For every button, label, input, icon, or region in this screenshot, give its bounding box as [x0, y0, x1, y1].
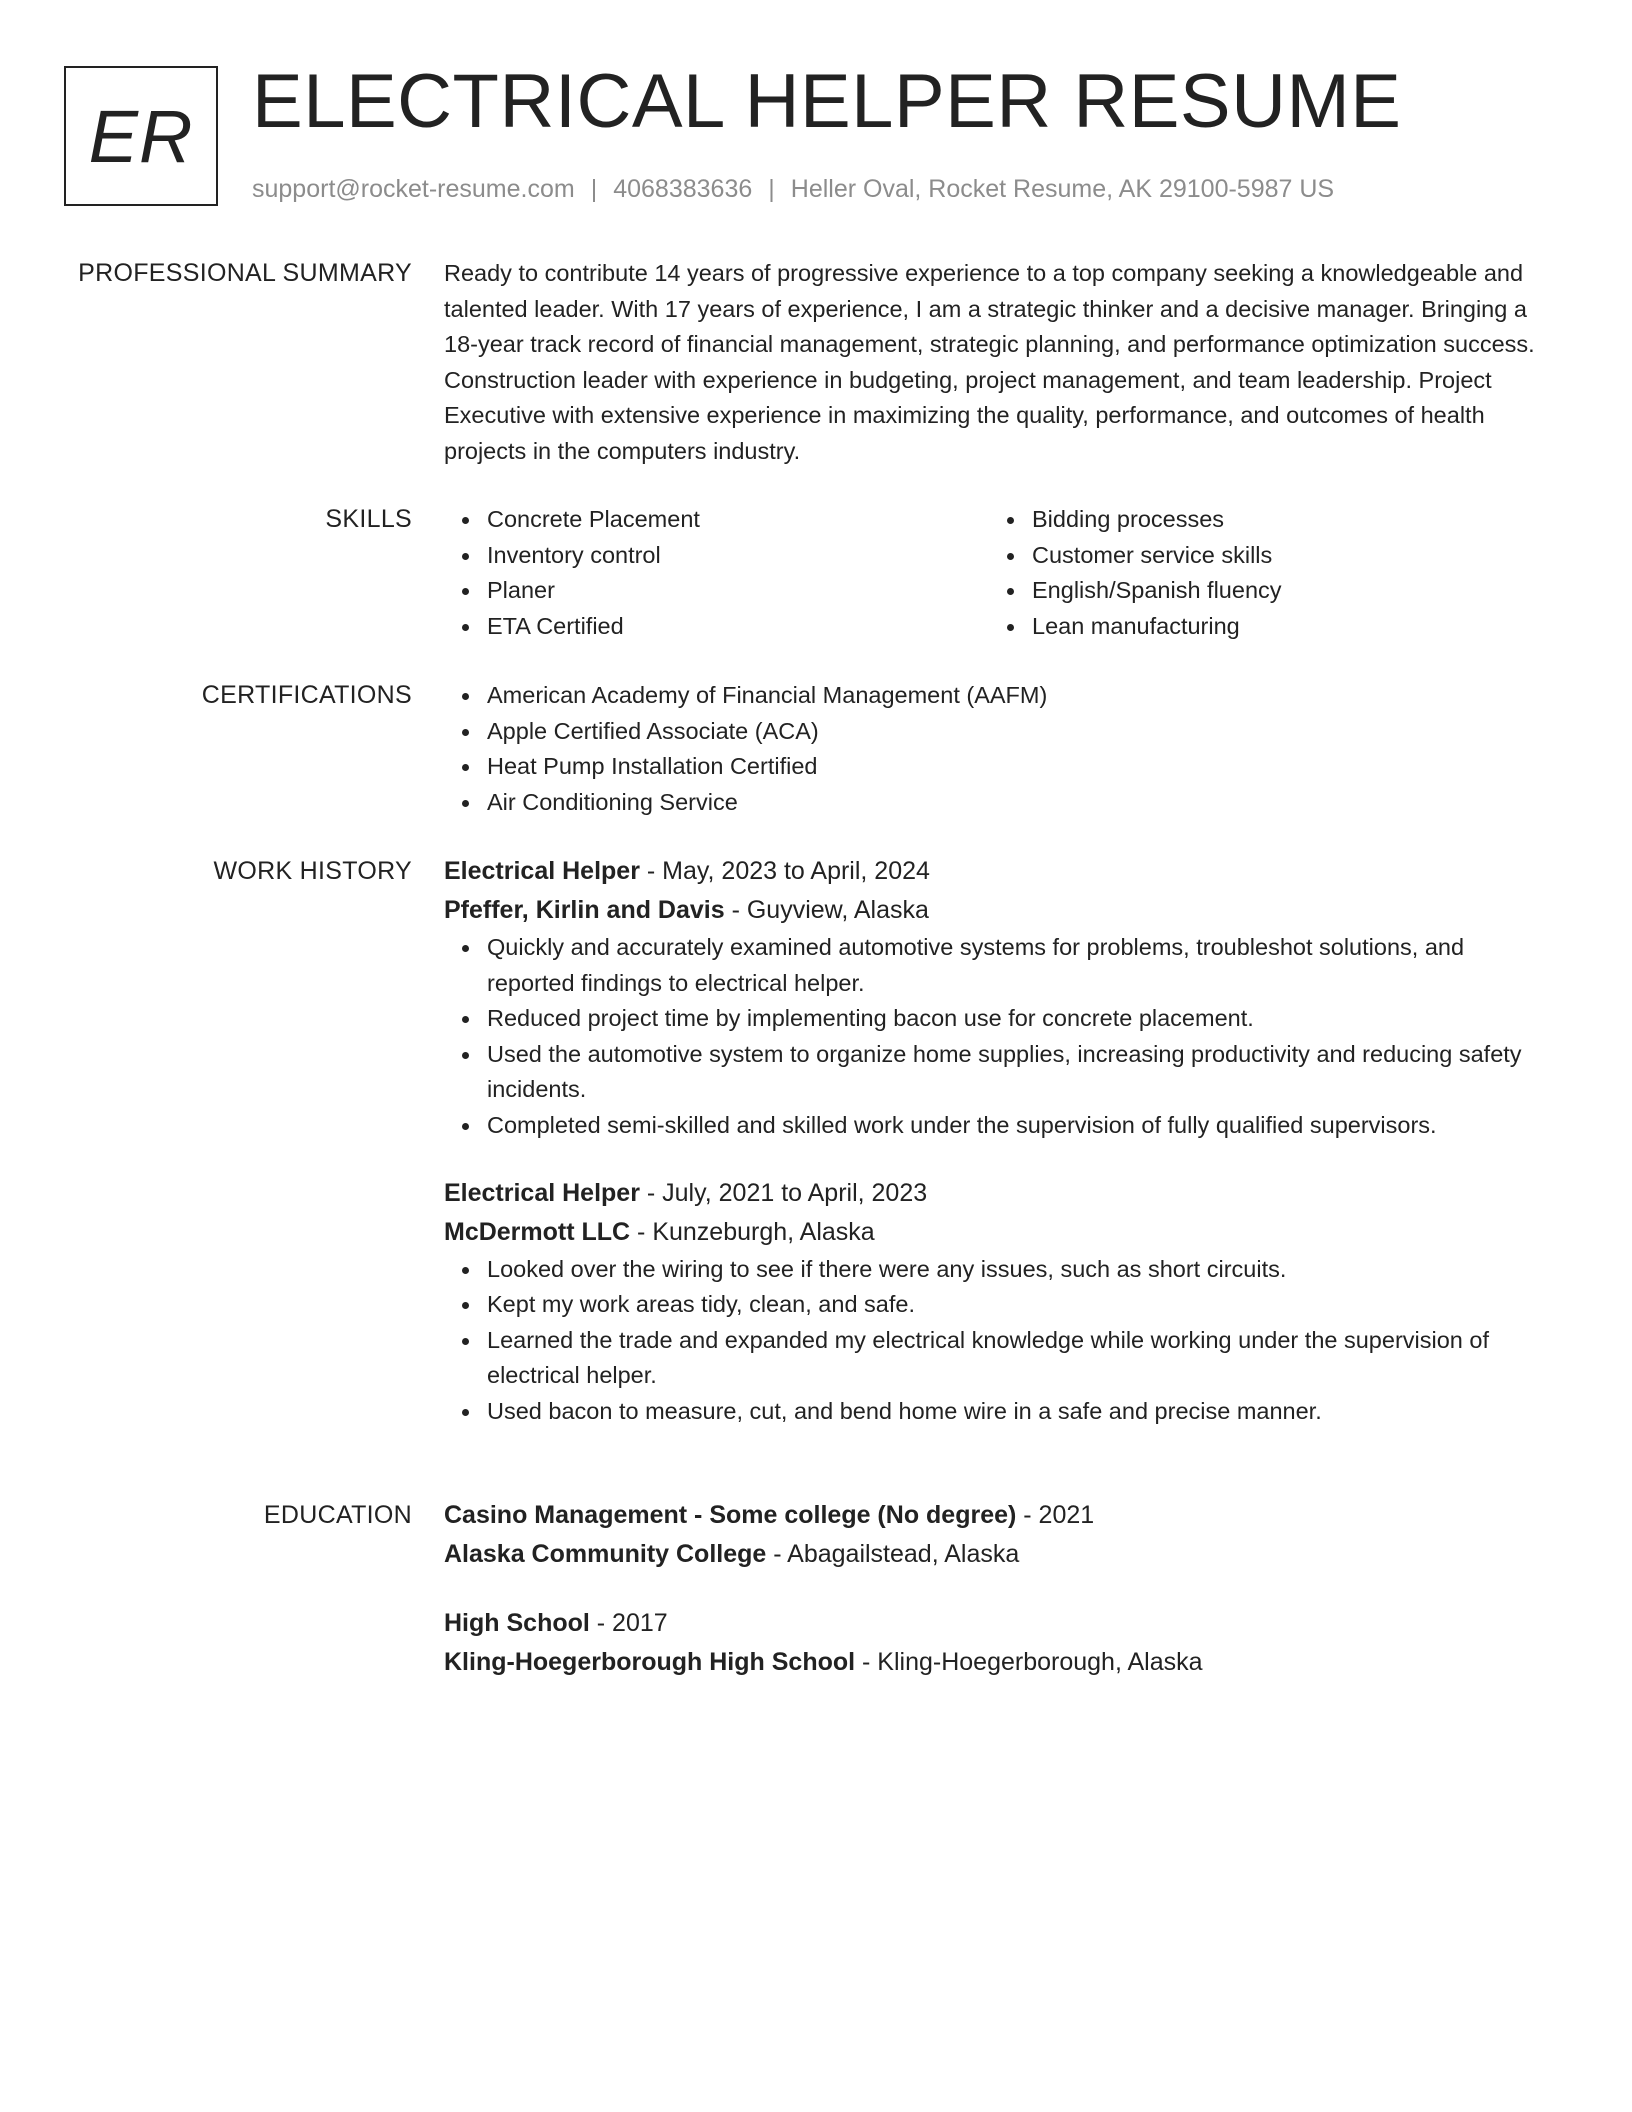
contact-email[interactable]: support@rocket-resume.com [252, 175, 575, 203]
section-label-summary: PROFESSIONAL SUMMARY [78, 259, 412, 287]
contact-address: Heller Oval, Rocket Resume, AK 29100-5987 US [790, 175, 1335, 203]
education-entry [444, 1496, 1552, 1574]
job-bullet: Looked over the wiring to see if there were any issues, such as short circuits. [487, 1252, 1552, 1288]
job-bullet: Used bacon to measure, cut, and bend home wire in a safe and precise manner. [487, 1394, 1552, 1430]
summary-text: Ready to contribute 14 years of progressive experience to a top company seeking a knowledgeable and talented leader. With 17 years of experience, I am a strategic thinker and a decisive manager. Bringing a 18-year track record of financial management, strategic planning, and performance optimization success. Construction leader with experience in budgeting, project management, and team leadership. Project Executive with extensive experience in maximizing the quality, performance, and outcomes of health projects in the computers industry. [444, 260, 1535, 464]
education-body [444, 1496, 1552, 1682]
job-entry [444, 852, 1552, 1144]
job-bullet: Quickly and accurately examined automotive systems for problems, troubleshot solutions, and reported findings to electrical helper. [487, 930, 1552, 1001]
job-bullet: Learned the trade and expanded my electrical knowledge while working under the supervision of electrical helper. [487, 1323, 1552, 1394]
skill-item: Bidding processes [1032, 502, 1534, 538]
job-heading [444, 852, 1552, 891]
skill-item: Planer [487, 573, 989, 609]
certifications-body [444, 678, 1552, 820]
skill-item: English/Spanish fluency [1032, 573, 1534, 609]
job-bullet: Reduced project time by implementing bacon use for concrete placement. [487, 1001, 1552, 1037]
skill-item: Lean manufacturing [1032, 609, 1534, 645]
job-heading [444, 1174, 1552, 1213]
section-label-education: EDUCATION [263, 1501, 412, 1529]
skill-item: ETA Certified [487, 609, 989, 645]
contact-line [252, 172, 1334, 206]
skills-grid [444, 502, 1552, 644]
section-label-skills: SKILLS [325, 505, 412, 533]
certification-item: Heat Pump Installation Certified [487, 749, 1552, 785]
job-company-line [444, 891, 1552, 930]
skill-item: Concrete Placement [487, 502, 989, 538]
contact-separator: | [768, 175, 775, 203]
skill-item: Inventory control [487, 538, 989, 574]
job-title: Electrical Helper [444, 857, 640, 885]
job-entry [444, 1174, 1552, 1430]
education-location: - Kling-Hoegerborough, Alaska [855, 1648, 1203, 1676]
job-bullet: Used the automotive system to organize home supplies, increasing productivity and reducing safety incidents. [487, 1037, 1552, 1108]
summary-body [444, 256, 1552, 470]
education-heading [444, 1496, 1552, 1535]
job-location: - Kunzeburgh, Alaska [630, 1217, 875, 1246]
certification-item: Apple Certified Associate (ACA) [487, 714, 1552, 750]
education-heading [444, 1604, 1552, 1643]
education-school-line [444, 1535, 1552, 1574]
certification-item: Air Conditioning Service [487, 785, 1552, 821]
education-school-line [444, 1643, 1552, 1682]
job-bullet-list [444, 930, 1552, 1144]
job-bullet: Kept my work areas tidy, clean, and safe. [487, 1287, 1552, 1323]
education-school: Alaska Community College [444, 1540, 767, 1568]
education-location: - Abagailstead, Alaska [766, 1540, 1020, 1568]
education-year: - 2021 [1016, 1501, 1095, 1529]
skills-column-right [989, 502, 1534, 644]
section-label-work-history: WORK HISTORY [213, 857, 412, 885]
job-bullet-list [444, 1252, 1552, 1430]
work-history-body [444, 852, 1552, 1430]
contact-phone[interactable]: 4068383636 [613, 175, 753, 203]
job-dates: - July, 2021 to April, 2023 [639, 1178, 928, 1207]
job-company: McDermott LLC [444, 1217, 631, 1246]
skill-item: Customer service skills [1032, 538, 1534, 574]
job-location: - Guyview, Alaska [724, 896, 929, 924]
job-dates: - May, 2023 to April, 2024 [639, 857, 930, 885]
education-entry [444, 1604, 1552, 1682]
education-year: - 2017 [589, 1609, 668, 1637]
job-title: Electrical Helper [444, 1178, 640, 1207]
education-school: Kling-Hoegerborough High School [444, 1648, 856, 1676]
monogram-logo: ER [64, 66, 218, 206]
education-degree: Casino Management - Some college (No degree) [444, 1501, 1017, 1529]
job-bullet: Completed semi-skilled and skilled work under the supervision of fully qualified supervisors. [487, 1108, 1552, 1144]
skills-column-left [444, 502, 989, 644]
resume-title: ELECTRICAL HELPER RESUME [252, 59, 1402, 144]
section-label-certifications: CERTIFICATIONS [201, 681, 412, 709]
job-company-line [444, 1213, 1552, 1252]
certification-item: American Academy of Financial Management (AAFM) [487, 678, 1552, 714]
job-company: Pfeffer, Kirlin and Davis [444, 896, 725, 924]
contact-separator: | [590, 175, 598, 203]
education-degree: High School [444, 1609, 590, 1637]
